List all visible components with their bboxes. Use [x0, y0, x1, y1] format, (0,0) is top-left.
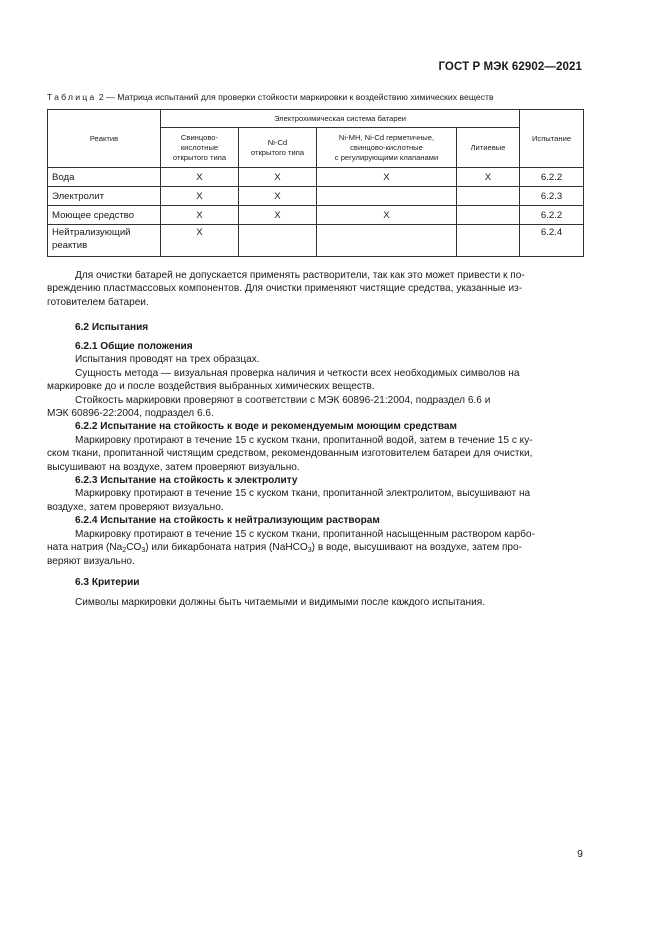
col-group-header: Электрохимическая система батареи — [161, 110, 520, 128]
cell-nimh — [317, 225, 457, 257]
table-caption-label: Таблица — [47, 92, 97, 102]
cleaning-note — [47, 269, 583, 309]
text-fragment: ната натрия (Na — [47, 542, 123, 554]
text-line: Для очистки батарей не допускается применять растворители, так как это может привести к по- — [75, 270, 525, 281]
section-heading: 6.2 Испытания — [75, 322, 149, 333]
cell-nicd: X — [239, 168, 317, 187]
text-line: Маркировку протирают в течение 15 с куском ткани, пропитанной насыщенным раствором карбо- — [75, 528, 535, 540]
cell-nimh: X — [317, 168, 457, 187]
document-header: ГОСТ Р МЭК 62902—2021 — [438, 61, 582, 73]
subsection-heading: 6.2.3 Испытание на стойкость к электролиту — [75, 475, 298, 487]
cell-nicd — [239, 225, 317, 257]
section-heading: 6.3 Критерии — [75, 577, 140, 588]
col-header-reagent: Реактив — [48, 110, 161, 168]
text-line: Сущность метода — визуальная проверка наличия и четкости всех необходимых символов на — [75, 367, 520, 379]
subsection-heading: 6.2.1 Общие положения — [75, 341, 193, 352]
cell-lithium — [457, 225, 520, 257]
text-line: МЭК 60896-22:2004, подраздел 6.6. — [47, 408, 214, 420]
table-row — [48, 206, 584, 225]
text-line: маркировке до и после воздействия выбранных химических веществ. — [47, 381, 375, 393]
cell-nimh — [317, 187, 457, 206]
section-6-3-heading — [75, 576, 583, 589]
cell-nimh: X — [317, 206, 457, 225]
text-line: Маркировку протирают в течение 15 с куском ткани, пропитанной электролитом, высушивают на — [75, 488, 531, 500]
cell-reagent: Электролит — [48, 187, 161, 206]
cell-test: 6.2.3 — [520, 187, 584, 206]
subsection-heading: 6.2.2 Испытание на стойкость к воде и рекомендуемым моющим средствам — [75, 421, 457, 433]
text-line: веряют визуально. — [47, 555, 135, 567]
text-line: ском ткани, пропитанной чистящим средством, рекомендованным изготовителем батареи для очистки, — [47, 448, 533, 460]
text-fragment: ) или бикарбоната натрия (NaHCO — [145, 542, 308, 554]
col-header-test: Испытание — [520, 110, 584, 168]
text-line: вреждению пластмассовых компонентов. Для очистки применяют чистящие средства, указанные из- — [47, 283, 523, 295]
table-row — [48, 168, 584, 187]
text-line: Маркировку протирают в течение 15 с куском ткани, пропитанной водой, затем в течение 15 с ку- — [75, 434, 533, 446]
subscript: 2 — [122, 547, 127, 555]
section-6-2-1 — [47, 340, 583, 568]
table-caption-text: 2 — Матрица испытаний для проверки стойкости маркировки к воздействию химических веществ — [96, 92, 494, 102]
cell-lithium — [457, 206, 520, 225]
text-line: Стойкость маркировки проверяют в соответствии с МЭК 60896-21:2004, подраздел 6.6 и — [75, 394, 491, 406]
subsection-heading: 6.2.4 Испытание на стойкость к нейтрализующим растворам — [75, 515, 380, 527]
page-number: 9 — [577, 848, 583, 860]
text-line: воздухе, затем проверяют визуально. — [47, 501, 224, 513]
cell-lithium: X — [457, 168, 520, 187]
cell-nicd: X — [239, 187, 317, 206]
col-header-nicd: Ni-Cd открытого типа — [239, 128, 317, 168]
table-row — [48, 187, 584, 206]
cell-test: 6.2.2 — [520, 168, 584, 187]
text-fragment: CO — [126, 542, 142, 554]
subscript: 3 — [307, 547, 312, 555]
text-line: готовителем батареи. — [47, 296, 149, 308]
text-line — [47, 541, 583, 554]
subscript: 3 — [141, 547, 146, 555]
table-caption — [47, 92, 607, 102]
col-header-lithium: Литиевые — [457, 128, 520, 168]
cell-nicd: X — [239, 206, 317, 225]
col-header-lead-acid: Свинцово- кислотные открытого типа — [161, 128, 239, 168]
cell-test: 6.2.4 — [520, 225, 584, 257]
text-line: высушивают на воздухе, затем проверяют визуально. — [47, 461, 300, 473]
section-6-3-text — [75, 596, 583, 609]
cell-reagent: Моющее средство — [48, 206, 161, 225]
text-line: Испытания проводят на трех образцах. — [75, 354, 260, 366]
cell-lead-acid: X — [161, 168, 239, 187]
table-row — [48, 225, 584, 257]
text-fragment: ) в воде, высушивают на воздухе, затем про- — [311, 542, 523, 554]
cell-lead-acid: X — [161, 225, 239, 257]
cell-test: 6.2.2 — [520, 206, 584, 225]
cell-reagent: Нейтрализующий реактив — [48, 225, 161, 257]
cell-lead-acid: X — [161, 187, 239, 206]
test-matrix-table — [47, 109, 584, 257]
text-line: Символы маркировки должны быть читаемыми и видимыми после каждого испытания. — [75, 597, 485, 608]
col-header-nimh: Ni-MH, Ni-Cd герметичные, свинцово-кислотные с регулирующими клапанами — [317, 128, 457, 168]
cell-reagent: Вода — [48, 168, 161, 187]
cell-lead-acid: X — [161, 206, 239, 225]
section-6-2-heading — [75, 321, 583, 334]
cell-lithium — [457, 187, 520, 206]
